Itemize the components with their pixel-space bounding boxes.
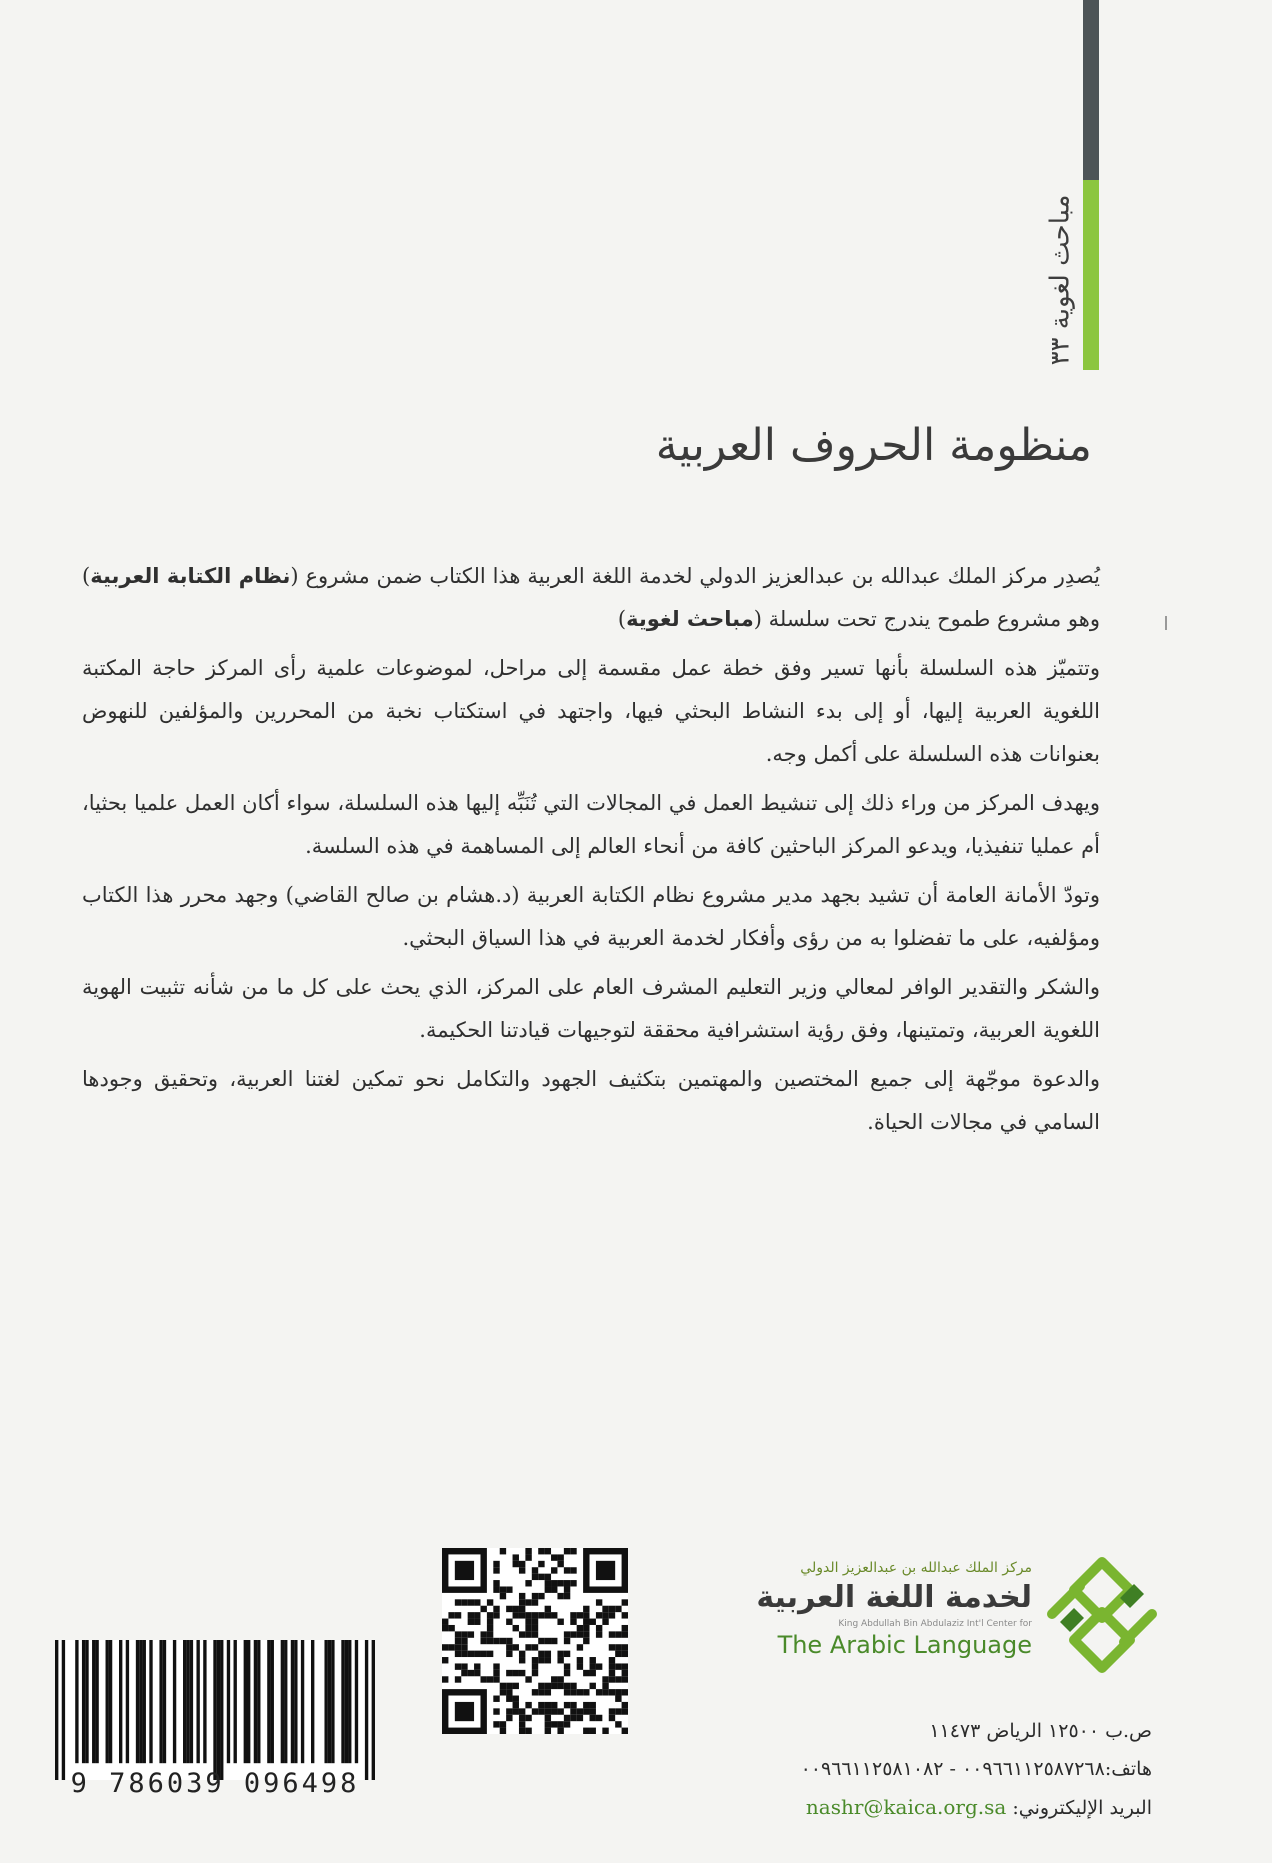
paragraph-5: والشكر والتقدير الوافر لمعالي وزير التعليم المشرف العام على المركز، الذي يحث على كل ما من شأنه تثبيت الهوية اللغوية العربية، وتمتينها، وفق رؤية استشرافية محققة لتوجيهات قيادتنا الحكيمة. (82, 975, 1100, 1042)
email-line (801, 1788, 1152, 1827)
p1-part-b: ) وهو مشروع طموح يندرج تحت سلسلة ( (82, 564, 1100, 631)
paragraph-1 (82, 555, 1100, 641)
phone-line (801, 1750, 1152, 1788)
contact-info (801, 1712, 1152, 1827)
paragraph-2: وتتميّز هذه السلسلة بأنها تسير وفق خطة عمل مقسمة إلى مراحل، لموضوعات علمية رأى المركز حاجة المكتبة اللغوية العربية إليها، أو إلى بدء النشاط البحثي فيها، واجتهد في استكتاب نخبة من المحررين والمؤلفين للنهوض بعنوانات هذه السلسلة على أكمل وجه. (82, 656, 1100, 766)
email-link[interactable]: nashr@kaica.org.sa (805, 1795, 1007, 1819)
p1-part-a: يُصدِر مركز الملك عبدالله بن عبدالعزيز الدولي لخدمة اللغة العربية هذا الكتاب ضمن مشروع ( (290, 564, 1100, 588)
series-label (1040, 190, 1080, 370)
phone-numbers: ٠٠٩٦٦١١٢٥٨٧٢٦٨ - ٠٠٩٦٦١١٢٥٨١٠٨٢ (800, 1758, 1105, 1780)
isbn-barcode-icon (55, 1640, 375, 1780)
logo-arabic-subtitle: مركز الملك عبدالله بن عبدالعزيز الدولي (800, 1560, 1032, 1576)
description-text (82, 555, 1100, 1150)
series-name: مباحث لغوية (626, 607, 754, 631)
po-box: ص.ب ١٢٥٠٠ الرياض ١١٤٧٣ (929, 1720, 1152, 1742)
center-logo-icon (1040, 1552, 1165, 1677)
series-strip-dark (1083, 0, 1099, 180)
paragraph-3: ويهدف المركز من وراء ذلك إلى تنشيط العمل في المجالات التي تُنَبِّه إليها هذه السلسلة، سواء أكان العمل علميا بحثيا، أم عمليا تنفيذيا، ويدعو المركز الباحثين كافة من أنحاء العالم إلى المساهمة في هذه السلسة. (82, 791, 1101, 858)
book-title: منظومة الحروف العربية (655, 420, 1092, 471)
logo-english-title: The Arabic Language (777, 1631, 1032, 1659)
phone-label: هاتف: (1104, 1758, 1152, 1780)
paragraph-6: والدعوة موجّهة إلى جميع المختصين والمهتمين بتكثيف الجهود والتكامل نحو تمكين لغتنا العربية، وتحقيق وجودها السامي في مجالات الحياة. (82, 1067, 1100, 1134)
center-logo-text (756, 1560, 1032, 1659)
logo-english-subtitle: King Abdullah Bin Abdulaziz Int'l Center for (838, 1619, 1032, 1629)
series-label-text: مباحث لغوية ٣٣ (1045, 194, 1075, 366)
p1-part-c: ) (617, 607, 627, 631)
margin-mark (1165, 616, 1167, 630)
email-label: البريد الإليكتروني: (1012, 1797, 1152, 1819)
series-strip-green (1083, 180, 1099, 370)
logo-arabic-title: لخدمة اللغة العربية (756, 1580, 1032, 1615)
qr-code-icon (442, 1548, 628, 1734)
isbn-number: 9 786039 096498 (70, 1768, 360, 1799)
paragraph-4: وتودّ الأمانة العامة أن تشيد بجهد مدير مشروع نظام الكتابة العربية (د.هشام بن صالح القاضي) وجهد محرر هذا الكتاب ومؤلفيه، على ما تفضلوا به من رؤى وأفكار لخدمة العربية في هذا السياق البحثي. (82, 883, 1100, 950)
project-name: نظام الكتابة العربية (90, 564, 291, 588)
